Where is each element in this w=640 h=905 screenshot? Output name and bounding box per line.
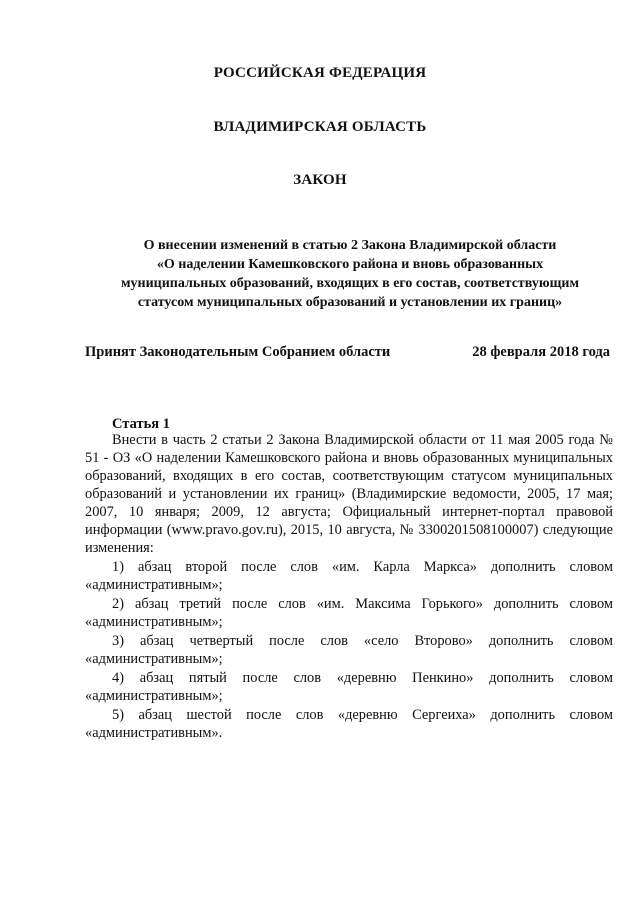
region-heading: ВЛАДИМИРСКАЯ ОБЛАСТЬ [213,119,427,135]
doc-type-heading: ЗАКОН [293,172,347,188]
article-heading: Статья 1 [112,416,170,432]
title-line: статусом муниципальных образований и установлении их границ» [137,295,563,310]
article-body [85,431,613,742]
amendment-item: 4) абзац пятый после слов «деревню Пенкино» дополнить словом «административным»; [85,670,613,704]
amendment-item: 2) абзац третий после слов «им. Максима Горького» дополнить словом «административным»; [85,596,613,630]
amendment-item: 3) абзац четвертый после слов «село Второво» дополнить словом «административным»; [85,633,613,667]
adoption-label: Принят Законодательным Собранием области [85,344,391,360]
title-line: О внесении изменений в статью 2 Закона Владимирской области [143,238,557,253]
document-title [100,236,600,312]
adoption-date: 28 февраля 2018 года [472,344,610,360]
amendment-item: 1) абзац второй после слов «им. Карла Маркса» дополнить словом «административным»; [85,559,613,593]
article-intro: Внести в часть 2 статьи 2 Закона Владимирской области от 11 мая 2005 года № 51 - ОЗ «О наделении Камешковского района и вновь образованных муниципальных образований, входящих в его состав, соответствующим статусом муниципальных образований и установлении их границ» (Владимирские ведомости, 2005, 17 мая; 2007, 10 января; 2009, 12 августа; Официальный интернет-портал правовой информации (www.pravo.gov.ru), 2015, 10 августа, № 3300201508100007) следующие изменения: [85,432,613,556]
title-line: «О наделении Камешковского района и вновь образованных [156,257,544,272]
country-heading: РОССИЙСКАЯ ФЕДЕРАЦИЯ [213,65,427,81]
adoption-line [85,344,610,361]
title-line: муниципальных образований, входящих в его состав, соответствующим [121,276,579,291]
amendment-item: 5) абзац шестой после слов «деревню Сергеиха» дополнить словом «административным». [85,707,613,741]
